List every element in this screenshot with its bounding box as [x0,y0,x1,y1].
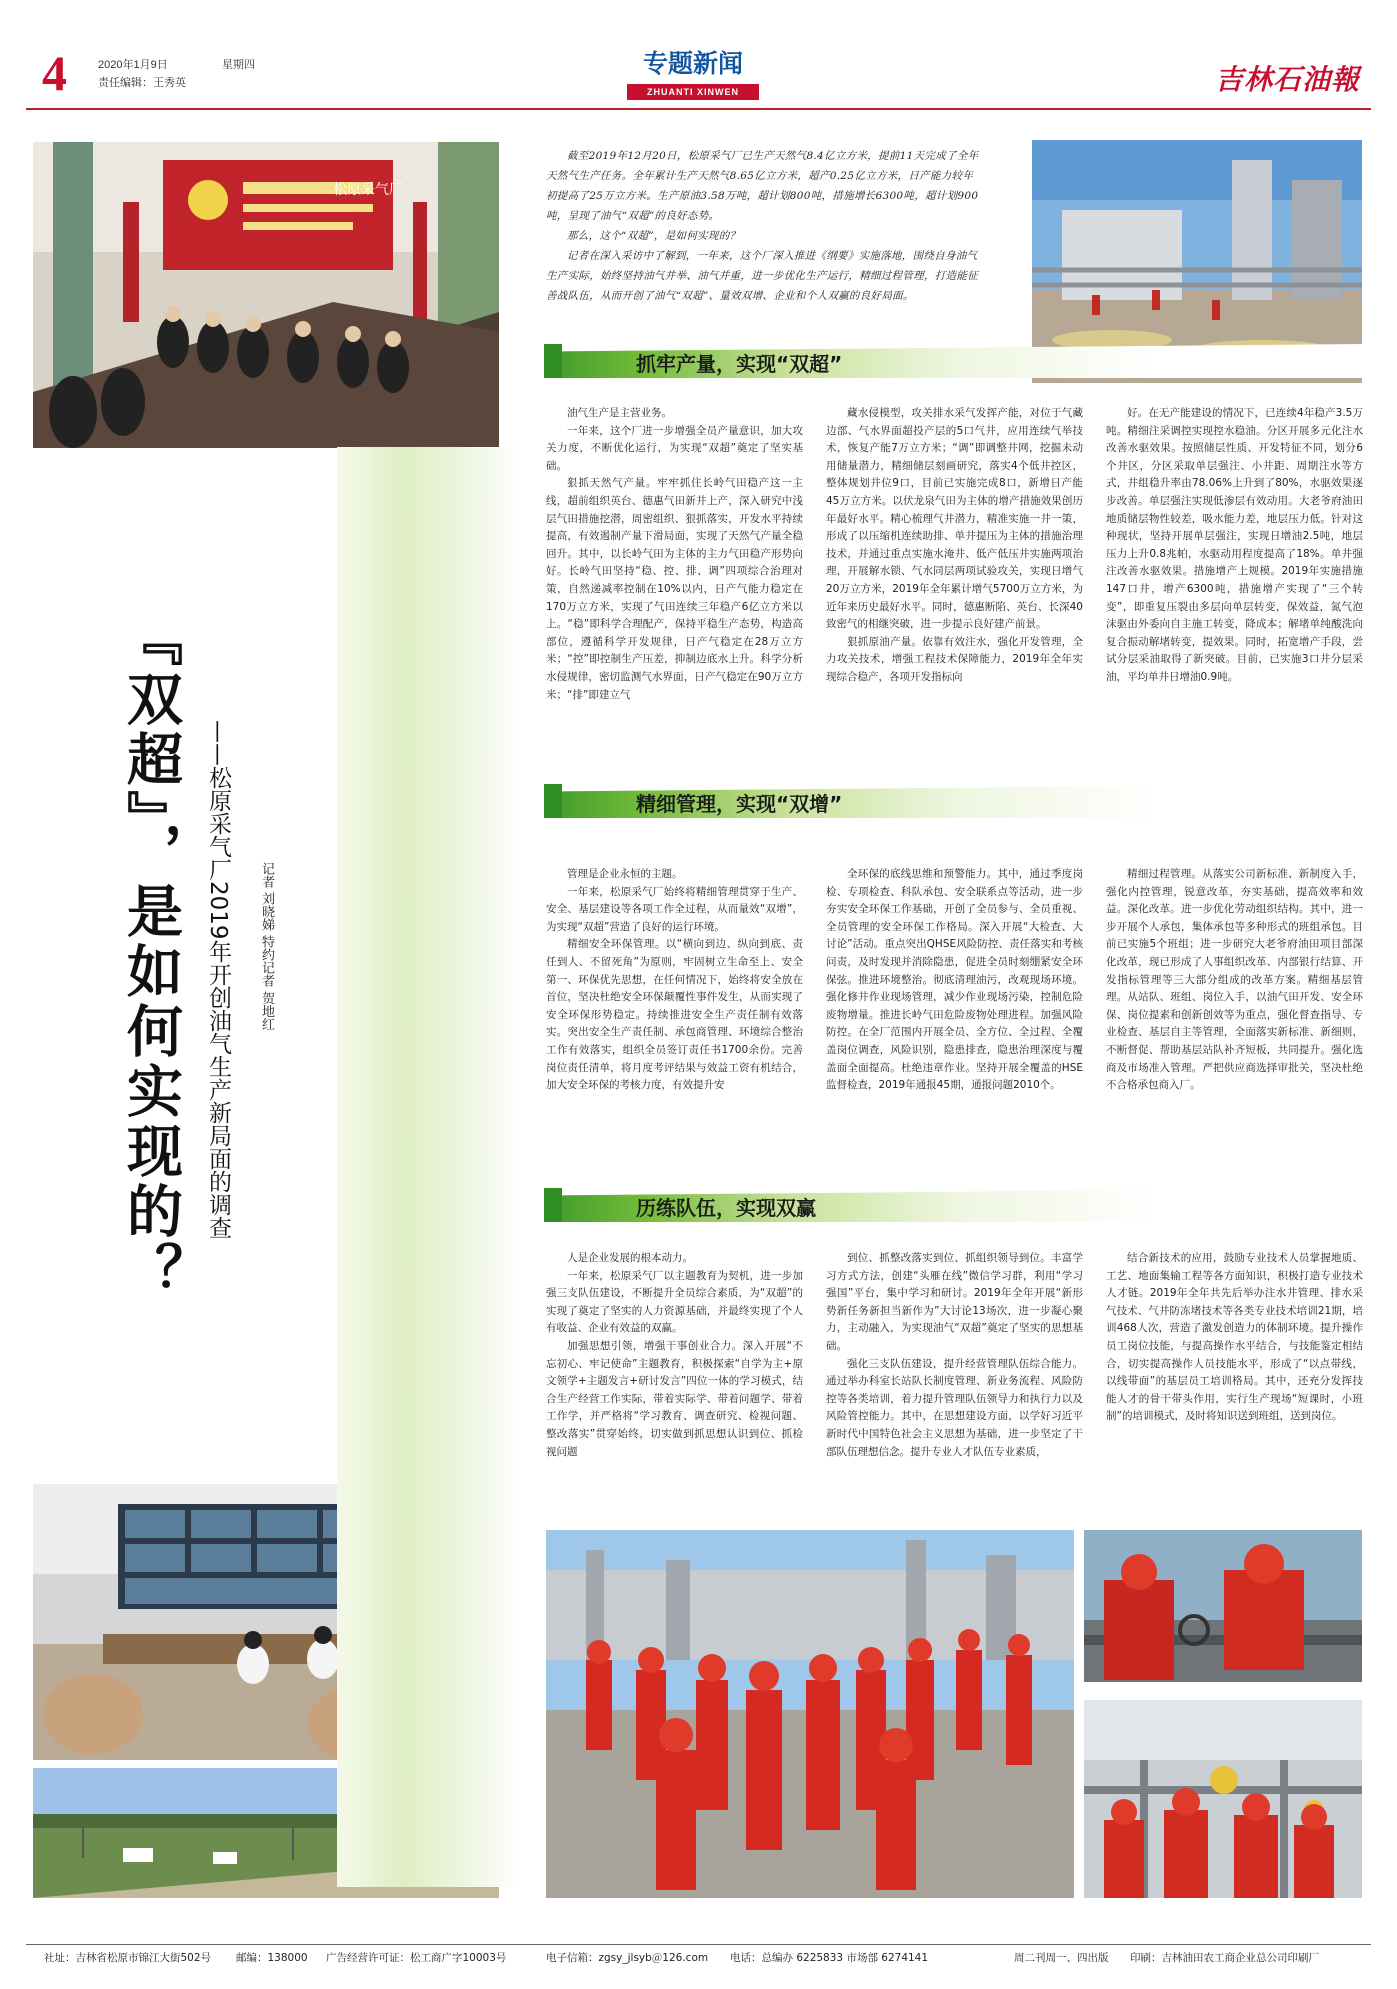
section-masthead [606,48,780,110]
paragraph: 油气生产是主营业务。 [567,407,672,419]
section-heading: 抓牢产量，实现“双超” [636,352,843,376]
paragraph: 精细过程管理。从落实公司新标准、新制度入手，强化内控管理，锐意改革，夯实基础，提高效率和效益。深化改革。进一步优化劳动组织结构。其中，进一步开展个人承包，集体承包等多种形式的班组承包。目前已实施5个班组；进一步研究大老爷府油田项目部深化改革，现已形成了人事组织改革、内部银行结算、开发指标管理等三大部分组成的改革方案。精细基层管理。从站队、班组、岗位入手，以油气田开发、安全环保、岗位提素和创新创效等为重点，强化督查指导、专业检查、基层自主等管理，全面落实新标准、新细则，不断督促、帮助基层站队补齐短板，共同提升。强化选商及市场准入管理。严把供应商选择审批关，坚决杜绝不合格承包商入厂。 [1106,868,1363,1092]
article-column [826,866,1083,1162]
header-rule [26,108,1371,110]
issue-weekday: 星期四 [222,59,255,71]
paragraph: 好。在无产能建设的情况下，已连续4年稳产3.5万吨。精细注采调控实现控水稳油。分区开展多元化注水改善水驱效果。按照储层性质、开发特征不同，划分6个井区，分区采取单层强注、小井距、周期注水等方式，井组稳升率由78.06%上升到了80%，水驱效果逐步改善。单层强注实现低渗层有效动用。大老爷府油田地质储层物性较差，吸水能力差，地层压力低。针对这种现状，坚持开展单层强注，实现日增油2.5吨，地层压力上升0.8兆帕，水驱动用程度提高了18%。单井强注改善水驱效果。措施增产上规模。2019年实施措施147口井，增产6300吨，措施增产实现了“三个转变”，即重复压裂由多层向单层转变，保效益，氮气泡沫驱由外委向自主施工转变，降成本；解堵单纯酸洗向复合振动解堵转变，提效果。同时，拓宽增产手段，尝试分层采油取得了新突破。目前，已实施3口井分层采油，平均单井日增油0.9吨。 [1106,407,1363,683]
paragraph: 管理是企业永恒的主题。 [567,868,683,880]
newspaper-logo: 吉林石油報 [1215,63,1361,96]
paragraph: 加强思想引领，增强干事创业合力。深入开展“不忘初心、牢记使命”主题教育，积极探索“自学为主+原文领学+主题发言+研讨发言”四位一体的学习模式，结合生产经营工作实际，带着实际学、带着问题学、带着工作学，并严格将“学习教育、调查研究、检视问题、整改落实”贯穿始终，切实做到抓思想认识到位、抓检视问题 [546,1339,803,1458]
paragraph: 藏水侵模型，攻关排水采气发挥产能，对位于气藏边部、气水界面超投产层的5口气井，应用连续气举技术，恢复产能7万立方米；“调”即调整井网，挖掘未动用储量潜力，精细储层刻画研究，落实4个低井控区，整体规划井位9口，目前已实施完成8口，新增日产能45万立方米。以伏龙泉气田为主体的增产措施效果创历年最好水平。精心梳理气井潜力，精准实施一井一策，形成了以压缩机连续助排、单井提压为主体的措施治理技术，并通过重点实施水淹井、低产低压井实施两项治理，开展解水锁、气水同层两项试验攻关，实现日增气20万立方米，2019年全年累计增气5700万立方米，为近年来历史最好水平。同时，德惠断陷、英台、长深40致密气的相继突破，进一步提示良好建产前景。 [826,407,1083,631]
footer-phone: 电话：总编办 6225833 市场部 6274141 [730,1952,929,1964]
article-column [546,1250,803,1510]
section-heading: 精细管理，实现“双增” [636,792,843,816]
lead-paragraph: 记者在深入采访中了解到，一年来，这个厂深入推进《纲要》实施落地，围绕自身油气生产实际，始终坚持油气并举、油气并重，进一步优化生产运行，精细过程管理，打造能征善战队伍，从而开创了油气“双超”、量效双增、企业和个人双赢的良好局面。 [546,250,978,302]
page-number: 4 [42,45,67,101]
footer-ad-license: 广告经营许可证：松工商广字10003号 [326,1952,507,1964]
editor-credit: 责任编辑：王秀英 [98,77,186,89]
headline-subtitle: ——松原采气厂2019年开创油气生产新局面的调查 [205,720,231,1239]
headline-title: 『双超』，是如何实现的？ [118,610,183,1302]
section-pinyin: ZHUANTI XINWEN [627,84,759,100]
article-column [826,405,1083,770]
lead-paragraph: 那么，这个“双超”，是如何实现的？ [567,230,741,242]
footer-printer: 印刷：吉林油田农工商企业总公司印刷厂 [1130,1952,1319,1964]
article-column [546,866,803,1162]
issue-date: 2020年1月9日 [98,59,168,71]
meeting-photo [33,142,499,448]
section-heading: 历练队伍，实现双赢 [636,1196,816,1220]
paragraph: 一年来，松原采气厂始终将精细管理贯穿于生产、安全、基层建设等各项工作全过程，从而量效“双增”，为实现“双超”营造了良好的运行环境。 [546,885,803,933]
workers-parade-photo [546,1530,1074,1898]
paragraph: 狠抓天然气产量。牢牢抓住长岭气田稳产这一主线，超前组织英台、德惠气田新井上产，深入研究中浅层气田措施挖潜，周密组织、狠抓落实，开发水平持续提高，有效遏制产量下滑局面，实现了天然气产量全稳回升。其中，以长岭气田为主体的主力气田稳产形势向好。长岭气田坚持“稳、控、排、调”四项综合治理对策，自然递减率控制在10%以内，日产气能力稳定在170万立方米，实现了气田连续三年稳产6亿立方米以上。“稳”即科学合理配产，保持平稳生产态势，构造高部位，遵循科学开发规律，日产气稳定在28万立方米；“控”即控制生产压差，抑制边底水上升。科学分析水侵规律，密切监测气水界面，日产气稳定在90万立方米；“排”即建立气 [546,477,803,701]
paragraph: 人是企业发展的根本动力。 [567,1252,693,1264]
paragraph: 结合新技术的应用，鼓励专业技术人员掌握地质、工艺、地面集输工程等各方面知识，积极打造专业技术人才链。2019年全年共先后举办注水井管理、排水采气技术、气井防冻堵技术等各类专业技术培训21期，培训468人次，营造了激发创造力的体制环境。提升操作员工岗位技能，与提高操作水平结合，与技能鉴定相结合，切实提高操作人员技能水平，形成了“以点带线，以线带面”的基层员工培训格局。其中，还充分发挥技能人才的骨干带头作用，实行生产现场“短课时，小班制”的培训模式，及时将知识送到班组，送到岗位。 [1106,1252,1363,1423]
footer-address: 社址：吉林省松原市锦江大街502号 [44,1952,212,1964]
lead-paragraphs [546,146,980,306]
headline-byline: 记者 刘晓娣 特约记者 贺地红 [259,862,274,1031]
workers-inspection-photo [1084,1700,1362,1898]
headline-background [337,447,523,1887]
meeting-banner-text: 松原采气厂 [333,182,403,198]
paragraph: 全环保的底线思维和预警能力。其中，通过季度岗检、专项检查、科队承包、安全联系点等活动，进一步夯实安全环保工作基础，开创了全员参与、全员重视、全员管理的安全环保工作格局。深入开展“大检查、大讨论”活动。重点突出QHSE风险防控、责任落实和考核问责，及时发现并消除隐患，促进全员时刻绷紧安全环保弦。推进环境整治。彻底清理油污，改观现场环境。强化修井作业现场管理，减少作业现场污染，控制危险废物增量。推进长岭气田危险废物处理进程。加强风险防控。在全厂范围内开展全员、全方位、全过程、全覆盖岗位调查，风险识别，隐患排查，隐患治理深度与覆盖面全面提高。杜绝违章作业。坚持开展全覆盖的HSE监督检查，2019年通报45期，通报问题2010个。 [826,868,1083,1092]
article-column [826,1250,1083,1510]
article-column [1106,866,1363,1162]
paragraph: 到位、抓整改落实到位、抓组织领导到位。丰富学习方式方法，创建“头雁在线”微信学习群，利用“学习强国”平台，集中学习和研讨。2019年全年开展“新形势新任务新担当新作为”大讨论13场次，进一步凝心聚力，主动融入，为实现油气“双超”奠定了坚实的思想基础。 [826,1252,1083,1352]
lead-paragraph: 截至2019年12月20日，松原采气厂已生产天然气8.4亿立方米，提前11天完成了全年天然气生产任务。全年累计生产天然气8.65亿立方米，超产0.25亿立方米，日产能力较年初提高了25万立方米。生产原油3.58万吨，超计划800吨，措施增长6300吨，超计划900吨，呈现了油气“双超”的良好态势。 [546,150,979,222]
paragraph: 强化三支队伍建设，提升经营管理队伍综合能力。通过举办科室长站队长制度管理、新业务流程、风险防控等各类培训，着力提升管理队伍领导力和执行力以及风险管控能力。其中，在思想建设方面，以学好习近平新时代中国特色社会主义思想为基础，进一步坚定了干部队伍理想信念。提升专业人才队伍专业素质， [826,1357,1083,1458]
paragraph: 一年来，松原采气厂以主题教育为契机，进一步加强三支队伍建设，不断提升全员综合素质，为“双超”的实现了奠定了坚实的人力资源基础，并最终实现了个人有收益、企业有效益的双赢。 [546,1269,803,1335]
workers-at-valve-photo [1084,1530,1362,1682]
paragraph: 狠抓原油产量。依靠有效注水，强化开发管理，全力攻关技术，增强工程技术保障能力，2019年全年实现综合稳产，各项开发指标向 [826,635,1083,683]
section-banner-team [544,1188,1364,1222]
footer-email: 电子信箱：zgsy_jlsyb＠126.com [546,1952,709,1964]
footer-rule [26,1944,1371,1945]
paragraph: 一年来，这个厂进一步增强全员产量意识，加大攻关力度，不断优化运行，为实现“双超”奠定了坚实基础。 [546,424,803,472]
section-banner-output [544,344,1364,378]
article-column [1106,405,1363,770]
article-column [546,405,803,770]
section-title: 专题新闻 [642,49,743,78]
article-column [1106,1250,1363,1510]
footer-schedule: 周二刊周一、四出版 [1014,1952,1109,1964]
footer-postcode: 邮编：138000 [236,1952,308,1964]
paragraph: 精细安全环保管理。以“横向到边、纵向到底、责任到人、不留死角”为原则，牢固树立生命至上、安全第一、环保优先思想，在任何情况下，始终将安全放在首位，坚决杜绝安全环保颠覆性事件发生，从而实现了安全环保形势稳定。持续推进安全生产责任制有效落实。突出安全生产责任制、承包商管理、环境综合整治工作有效落实，组织全员签订责任书1700余份。完善岗位责任清单，将月度考评结果与效益工资有机结合，加大安全环保的考核力度，有效提升安 [546,938,803,1092]
section-banner-management [544,784,1364,818]
